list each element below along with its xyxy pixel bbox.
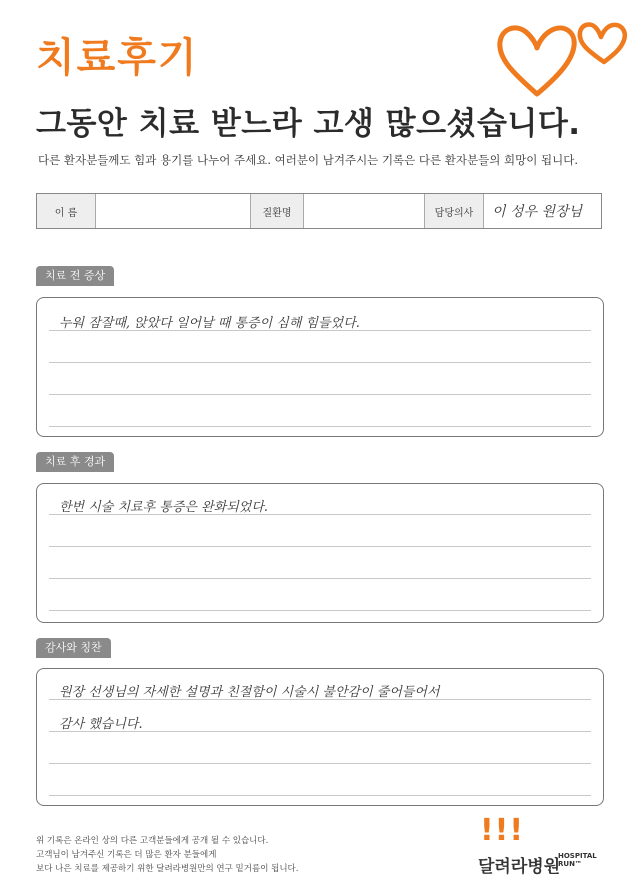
section-box-after[interactable] bbox=[36, 483, 604, 623]
diagnosis-field[interactable] bbox=[304, 194, 425, 228]
footer-note: 위 기록은 온라인 상의 다른 고객분들에게 공개 될 수 있습니다. bbox=[36, 836, 269, 846]
ruled-line bbox=[49, 578, 591, 579]
doctor-value: 이 성우 원장님 bbox=[492, 204, 583, 220]
logo-name: 달려라병원 bbox=[478, 857, 561, 877]
headline: 그동안 치료 받느라 고생 많으셨습니다. bbox=[36, 106, 581, 142]
ruled-line bbox=[49, 394, 591, 395]
logo-en: HOSPITAL RUN™ bbox=[558, 852, 597, 868]
entry-line: 감사 했습니다. bbox=[59, 717, 143, 732]
ruled-line bbox=[49, 763, 591, 764]
hearts-icon bbox=[492, 10, 632, 100]
entry-line: 한번 시술 치료후 통증은 완화되었다. bbox=[59, 500, 269, 515]
ruled-line bbox=[49, 795, 591, 796]
ruled-line bbox=[49, 546, 591, 547]
entry-line: 누워 잠잘때, 앉았다 일어날 때 통증이 심해 힘들었다. bbox=[59, 316, 360, 331]
diagnosis-label: 질환명 bbox=[251, 194, 304, 228]
name-label: 이 름 bbox=[37, 194, 96, 228]
entry-line: 원장 선생님의 자세한 설명과 친절함이 시술시 불안감이 줄어들어서 bbox=[59, 685, 440, 700]
section-box-before[interactable] bbox=[36, 297, 604, 437]
footer-note: 고객님이 남겨주신 기록은 더 많은 환자 분들에게 bbox=[36, 850, 217, 860]
section-tab-thanks: 감사와 칭찬 bbox=[36, 638, 111, 658]
ruled-line bbox=[49, 426, 591, 427]
doctor-label: 담당의사 bbox=[425, 194, 484, 228]
doctor-field[interactable] bbox=[484, 194, 601, 228]
logo-marks: !!! bbox=[480, 813, 525, 848]
section-tab-after: 치료 후 경과 bbox=[36, 452, 114, 472]
footer-note: 보다 나은 치료를 제공하기 위한 달려라병원만의 연구 밑거름이 됩니다. bbox=[36, 864, 299, 874]
ruled-line bbox=[49, 610, 591, 611]
footer-notes bbox=[36, 834, 298, 876]
page-title: 치료후기 bbox=[36, 35, 199, 81]
section-tab-before: 치료 전 증상 bbox=[36, 266, 114, 286]
ruled-line bbox=[49, 362, 591, 363]
info-table bbox=[36, 193, 602, 229]
subtitle: 다른 환자분들께도 힘과 용기를 나누어 주세요. 여러분이 남겨주시는 기록은 다른 환자분들의 희망이 됩니다. bbox=[38, 153, 578, 167]
name-field[interactable] bbox=[96, 194, 251, 228]
section-box-thanks[interactable] bbox=[36, 668, 604, 806]
